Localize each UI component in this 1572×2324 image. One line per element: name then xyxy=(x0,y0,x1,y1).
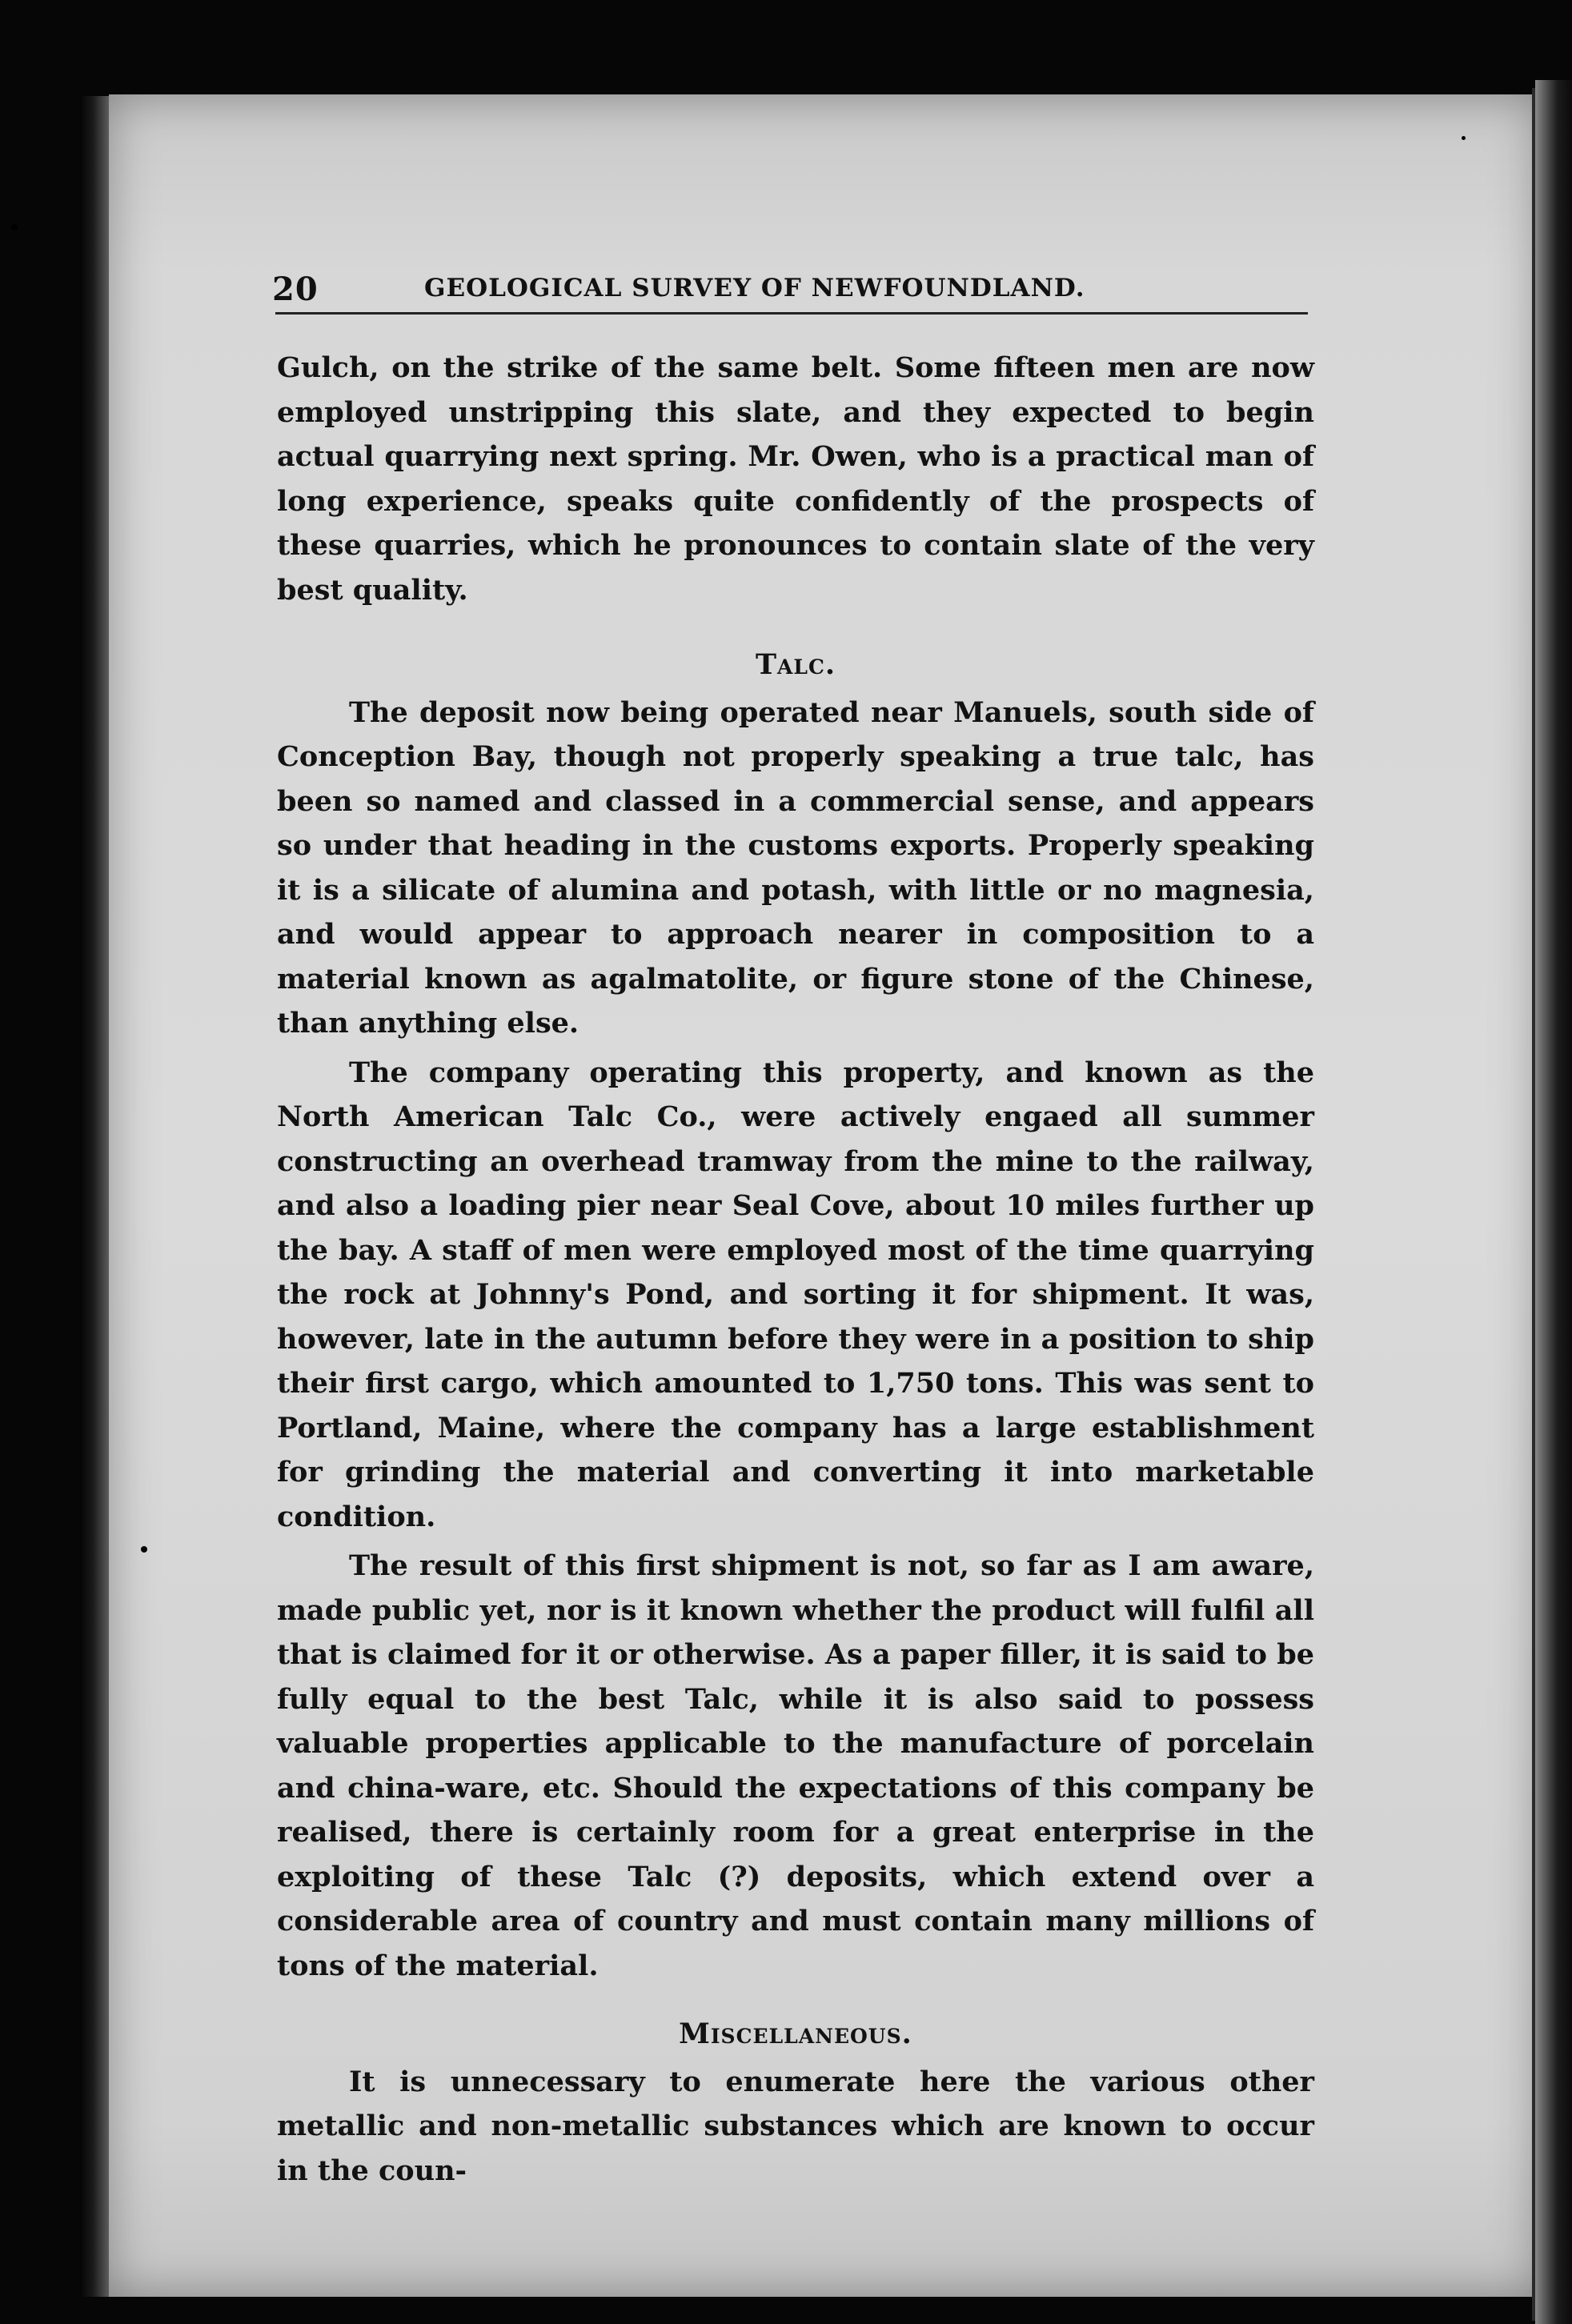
section-heading-miscellaneous: Miscellaneous. xyxy=(679,2017,912,2050)
page-body xyxy=(277,346,1314,2193)
left-page-edge xyxy=(80,96,112,2297)
page-number: 20 xyxy=(272,270,319,308)
right-page-edge xyxy=(1535,80,1572,2324)
running-head: GEOLOGICAL SURVEY OF NEWFOUNDLAND. xyxy=(424,274,1085,303)
paragraph-talc-company: The company operating this property, and known as the North American Talc Co., were actively engaed all summer constructing an overhead tramway from the mine to the railway, and also a loading pier near Seal Cove, about 10 miles further up the bay. A staff of men were employed most of the time quarrying the rock at Johnny's Pond, and sorting it for shipment. It was, however, late in the autumn before they were in a position to ship their first cargo, which amounted to 1,750 tons. This was sent to Portland, Maine, where the company has a large establishment for grinding the material and converting it into marketable condition. xyxy=(277,1056,1314,1533)
scan-speck xyxy=(1462,136,1466,140)
page-header xyxy=(272,270,1313,312)
paragraph-miscellaneous: It is unnecessary to enumerate here the various other metallic and non-metallic substances which are known to occur in the coun- xyxy=(277,2065,1314,2187)
section-heading-talc: Talc. xyxy=(755,648,836,681)
scan-speck xyxy=(11,224,18,230)
paragraph-talc-deposit: The deposit now being operated near Manuels, south side of Conception Bay, though not properly speaking a true talc, has been so named and classed in a commercial sense, and appears so under that heading in the customs exports. Properly speaking it is a silicate of alumina and potash, with little or no magnesia, and would appear to approach nearer in composition to a material known as agalmatolite, or figure stone of the Chinese, than anything else. xyxy=(277,695,1314,1040)
paragraph-slate-quarry: Gulch, on the strike of the same belt. Some fifteen men are now employed unstripping this slate, and they expected to begin actual quarrying next spring. Mr. Owen, who is a practical man of long experience, speaks quite confidently of the prospects of these quarries, which he pronounces to contain slate of the very best quality. xyxy=(277,351,1314,607)
header-rule xyxy=(275,312,1308,315)
scan-speck xyxy=(141,1546,147,1553)
paragraph-talc-shipment: The result of this first shipment is not, so far as I am aware, made public yet, nor is it known whether the product will fulfil all that is claimed for it or otherwise. As a paper filler, it is said to be fully equal to the best Talc, while it is also said to possess valuable properties applicable to the manufacture of porcelain and china-ware, etc. Should the expectations of this company be realised, there is certainly room for a great enterprise in the exploiting of these Talc (?) deposits, which extend over a considerable area of country and must contain many millions of tons of the material. xyxy=(277,1549,1314,1982)
